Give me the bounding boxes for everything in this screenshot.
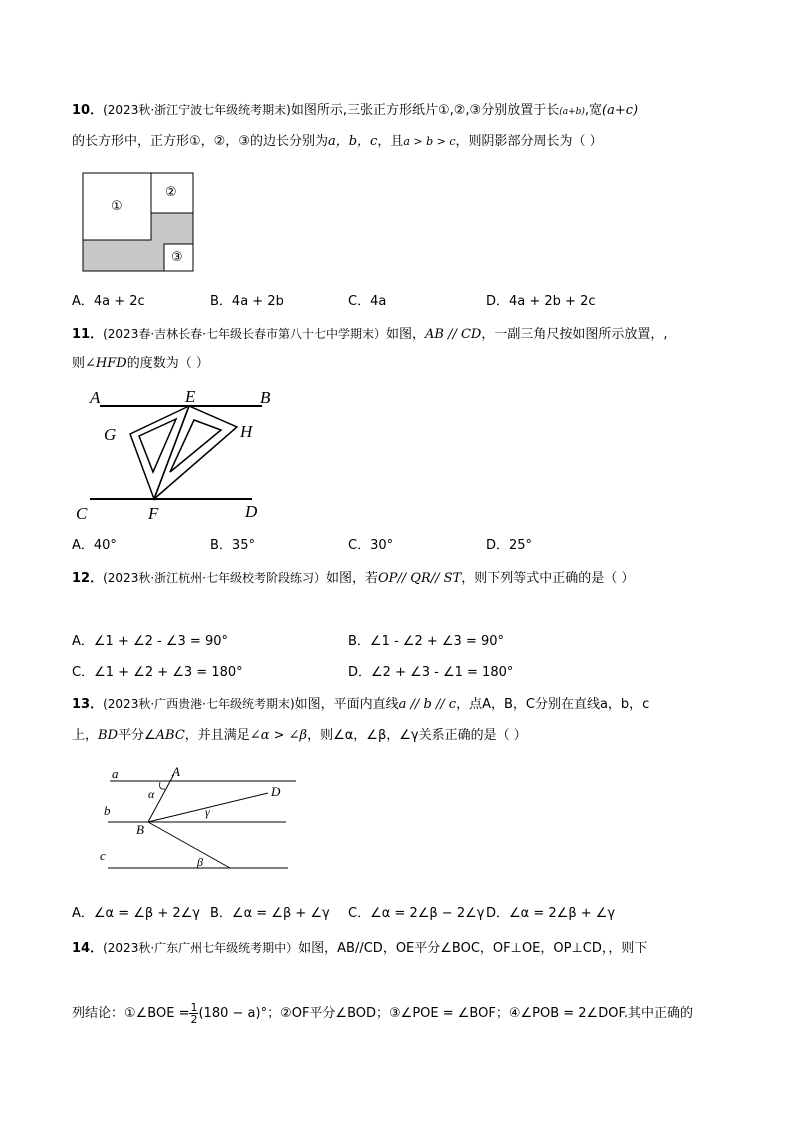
q10-option-a[interactable]: A．4a + 2c (72, 294, 145, 309)
q13-text2a: 上， (72, 728, 99, 743)
q11-text1a: 如图， (385, 327, 425, 342)
q10-label-1: ① (111, 199, 123, 214)
q14-frac-num: 1 (190, 1001, 198, 1014)
q11-label-g: G (104, 425, 117, 444)
q11-label-f: F (148, 504, 159, 523)
q13-option-c[interactable]: C．∠α = 2∠β − 2∠γ (348, 906, 485, 921)
q11-text2a: 则 (72, 356, 86, 371)
q13-label-beta: β (197, 855, 203, 869)
q13-label-a-line: a (112, 766, 119, 781)
q12-source: (2023秋·浙江杭州·七年级校考阶段练习） (103, 571, 326, 585)
q10-number: 10 (72, 103, 91, 118)
q10-cond-pre: ，且 (377, 134, 404, 149)
q13-option-d[interactable]: D．∠α = 2∠β + ∠γ (486, 906, 616, 921)
q12-parallel: OP// QR// ST (377, 571, 462, 586)
q10-source: (2023秋·浙江宁波七年级统考期末) (103, 103, 291, 117)
q11-figure (72, 384, 282, 530)
q13-label-D: D (271, 784, 281, 799)
q13-label-b-line: b (104, 803, 111, 818)
q11-line1: 11．(2023春·吉林长春·七年级长春市第八十七中学期末）如图，AB // CD，一副三角尺按如图所示放置，, (72, 327, 668, 342)
q14-line2 (72, 1002, 693, 1025)
q13-text-b: ，点A，B，C分别在直线a，b，c (456, 697, 650, 712)
q13-text2c: ，并且满足 (184, 728, 250, 743)
q11-label-b: B (260, 388, 271, 407)
q13-abc: ABC (155, 728, 185, 743)
q11-angle: ∠HFD (85, 356, 127, 371)
q11-text2b: 的度数为（ ） (126, 356, 209, 371)
q10-text2: 的长方形中，正方形①，②，③的边长分别为 (72, 134, 328, 149)
q11-source: (2023春·吉林长春·七年级长春市第八十七中学期末） (103, 327, 386, 341)
q13-line2 (72, 726, 527, 746)
q12-option-b[interactable]: B．∠1 - ∠2 + ∠3 = 90° (348, 634, 505, 649)
q10-figure (82, 172, 197, 278)
q10-label-3: ③ (171, 250, 183, 265)
q13-label-alpha: α (148, 787, 155, 801)
q12-text-a: 如图，若 (325, 571, 378, 586)
q10-length-expr: (a+b) (559, 107, 585, 117)
q13-text2b: 平分∠ (118, 728, 156, 743)
q12-option-a[interactable]: A．∠1 + ∠2 - ∠3 = 90° (72, 634, 228, 649)
q10-option-b[interactable]: B．4a + 2b (210, 294, 284, 309)
q12-line1: 12．(2023秋·浙江杭州·七年级校考阶段练习）如图，若OP// QR// ST，则下列等式中正确的是（ ） (72, 571, 635, 586)
q10-wide-label: ,宽 (584, 103, 603, 118)
q11-label-d: D (245, 502, 258, 521)
q10-text1: 如图所示,三张正方形纸片①,②,③分别放置于长 (290, 103, 560, 118)
q14-text2a: 列结论：①∠BOE = (72, 1006, 190, 1021)
q10-line2 (72, 132, 603, 152)
q13-number: 13 (72, 697, 91, 712)
q13-label-gamma: γ (205, 805, 210, 819)
q12-option-c[interactable]: C．∠1 + ∠2 + ∠3 = 180° (72, 665, 243, 680)
q10-option-d[interactable]: D．4a + 2b + 2c (486, 294, 596, 309)
q10-text3: ，则阴影部分周长为（ ） (455, 134, 603, 149)
q13-condition: ∠α > ∠β (249, 728, 308, 743)
q11-option-d[interactable]: D．25° (486, 538, 533, 553)
q11-line2 (72, 354, 209, 374)
q11-parallel: AB // CD (424, 327, 482, 342)
q11-label-a: A (90, 388, 101, 407)
q13-parallel: a // b // c (398, 697, 457, 712)
q13-source: (2023秋·广西贵港·七年级统考期末) (103, 697, 295, 711)
q14-source: (2023秋·广东广州七年级统考期中） (103, 941, 299, 955)
q14-frac-den: 2 (190, 1013, 198, 1026)
q14-text1: 如图，AB//CD，OE平分∠BOC，OF⊥OE，OP⊥CD，，则下 (298, 941, 648, 956)
q10-line1: 10．(2023秋·浙江宁波七年级统考期末)如图所示,三张正方形纸片①,②,③分别放置于长(a+b),宽(a+c) (72, 103, 639, 118)
q10-wide-expr: (a+c) (602, 103, 639, 118)
q13-label-A: A (172, 764, 180, 779)
q12-option-d[interactable]: D．∠2 + ∠3 - ∠1 = 180° (348, 665, 514, 680)
q11-label-c: C (76, 504, 88, 523)
q14-text2b: (180 − a)°；②OF平分∠BOD；③∠POE = ∠BOF；④∠POB = 2∠DOF.其中正确的 (198, 1006, 693, 1021)
q13-label-B: B (136, 822, 144, 837)
q13-text-a: 如图，平面内直线 (294, 697, 399, 712)
q11-option-c[interactable]: C．30° (348, 538, 394, 553)
q14-line1: 14．(2023秋·广东广州七年级统考期中）如图，AB//CD，OE平分∠BOC，OF⊥OE，OP⊥CD，，则下 (72, 941, 648, 956)
q11-text1b: ，一副三角尺按如图所示放置，, (481, 327, 668, 342)
q11-label-h: H (240, 422, 253, 441)
q11-option-b[interactable]: B．35° (210, 538, 255, 553)
q13-line1: 13．(2023秋·广西贵港·七年级统考期末)如图，平面内直线a // b // c，点A，B，C分别在直线a，b，c (72, 697, 650, 712)
q13-bd: BD (98, 728, 118, 743)
q12-number: 12 (72, 571, 91, 586)
q10-condition: a > b > c (403, 135, 456, 148)
q13-figure (100, 762, 300, 878)
q11-label-e: E (185, 387, 196, 406)
q11-number: 11 (72, 327, 91, 342)
q10-label-2: ② (165, 185, 177, 200)
q10-option-c[interactable]: C．4a (348, 294, 387, 309)
q12-text-b: ，则下列等式中正确的是（ ） (461, 571, 635, 586)
q11-option-a[interactable]: A．40° (72, 538, 117, 553)
q10-vars: a，b，c (327, 134, 378, 149)
q13-option-a[interactable]: A．∠α = ∠β + 2∠γ (72, 906, 201, 921)
q13-text2d: ，则∠α，∠β，∠γ关系正确的是（ ） (307, 728, 527, 743)
q14-number: 14 (72, 941, 91, 956)
q13-label-c-line: c (100, 848, 106, 863)
q13-option-b[interactable]: B．∠α = ∠β + ∠γ (210, 906, 330, 921)
